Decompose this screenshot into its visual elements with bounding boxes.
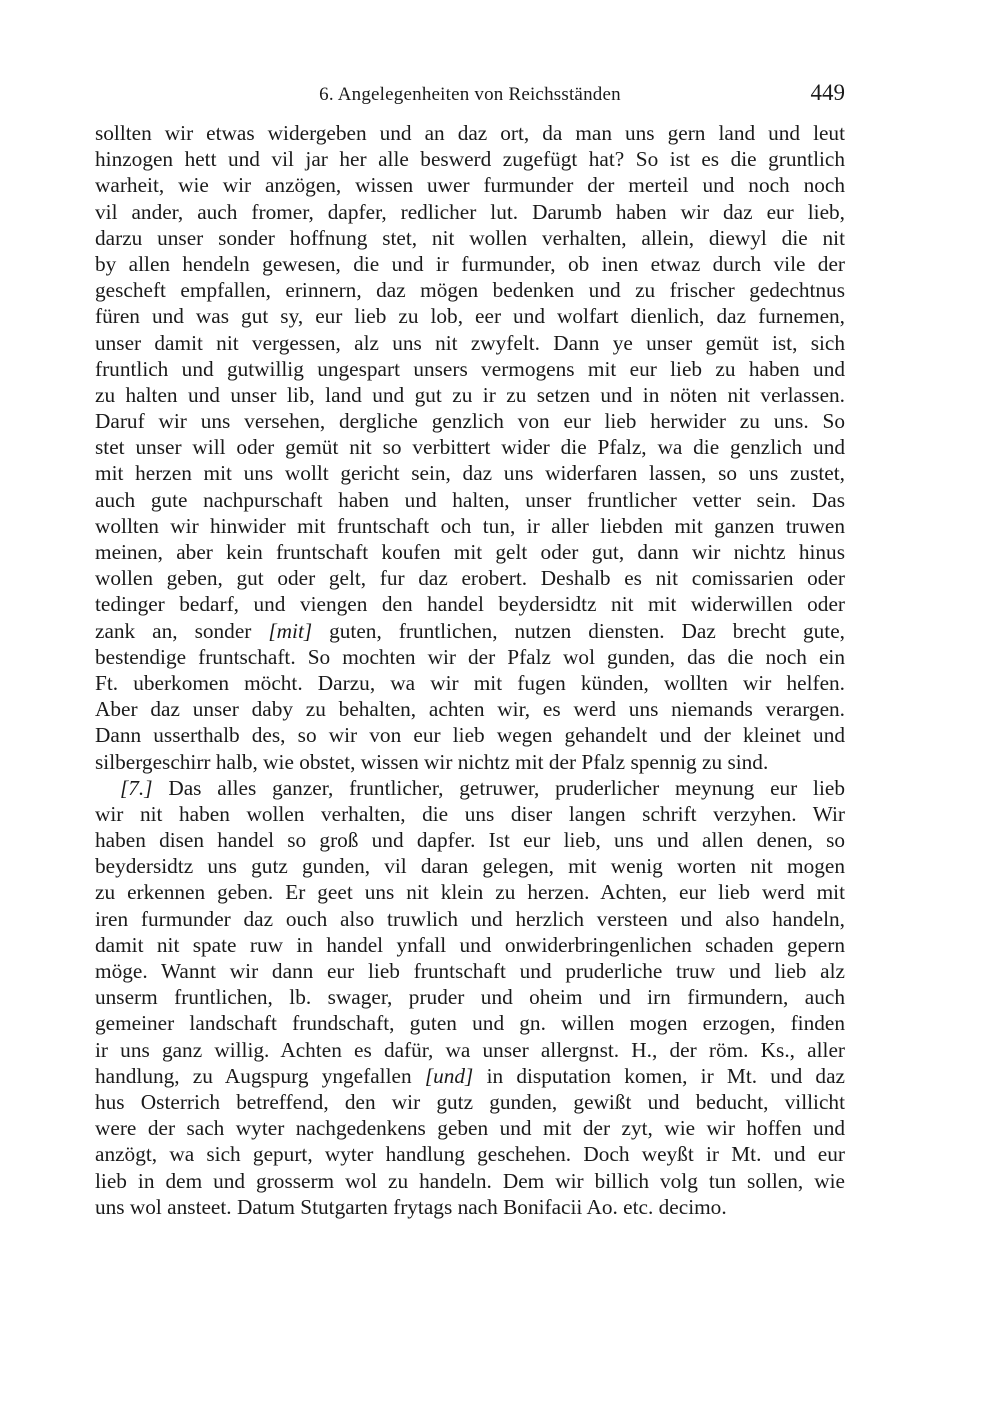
text-line xyxy=(95,591,845,617)
text-line xyxy=(95,906,845,932)
text-segment: wollen geben, gut oder gelt, fur daz erobert. Deshalb es nit comissarien oder xyxy=(95,566,845,591)
text-line xyxy=(95,879,845,905)
text-segment: lieb in dem und grosserm wol zu handeln. Dem wir billich volg tun sollen, wie xyxy=(95,1168,845,1193)
text-line xyxy=(95,1010,845,1036)
text-line xyxy=(95,696,845,722)
text-line xyxy=(95,1089,845,1115)
text-segment: darzu unser sonder hoffnung stet, nit wollen verhalten, allein, diewyl die nit xyxy=(95,225,845,250)
text-segment: bestendige fruntschaft. So mochten wir der Pfalz wol gunden, das die noch ein xyxy=(95,644,845,669)
text-segment: auch gute nachpurschaft haben und halten, unser fruntlicher vetter sein. Das xyxy=(95,487,845,512)
text-segment: sollten wir etwas widergeben und an daz ort, da man uns gern land und leut xyxy=(95,121,845,145)
text-segment: warheit, wie wir anzögen, wissen uwer furmunder der merteil und noch noch xyxy=(95,173,845,198)
text-line xyxy=(95,225,845,251)
text-line xyxy=(95,722,845,748)
text-segment: were der sach wyter nachgedenkens geben und mit der zyt, wie wir hoffen und xyxy=(95,1116,845,1141)
text-line xyxy=(95,330,845,356)
text-segment: vil ander, auch fromer, dapfer, redlicher lut. Darumb haben wir daz eur lieb, xyxy=(95,199,845,224)
text-segment: unser damit nit vergessen, alz uns nit zwyfelt. Dann ye unser gemüt ist, sich xyxy=(95,330,845,355)
text-line xyxy=(95,356,845,382)
body-text xyxy=(95,120,845,1220)
text-line xyxy=(95,539,845,565)
text-line xyxy=(95,434,845,460)
text-segment: ir uns ganz willig. Achten es dafür, wa unser allergnst. H., der röm. Ks., aller xyxy=(95,1037,845,1062)
text-segment: hinzogen hett und vil jar her alle beswerd zugefügt hat? So ist es die gruntlich xyxy=(95,147,845,172)
text-segment: Das alles ganzer, fruntlicher, getruwer, pruderlicher meynung eur lieb xyxy=(152,775,845,800)
text-line xyxy=(95,670,845,696)
text-line xyxy=(95,775,845,801)
paragraph-1 xyxy=(95,120,845,775)
paragraph-2 xyxy=(95,775,845,1220)
text-line xyxy=(95,565,845,591)
text-line xyxy=(95,618,845,644)
text-segment: by allen hendeln gewesen, die und ir furmunder, ob inen etwaz durch vile der xyxy=(95,251,845,276)
text-segment: möge. Wannt wir dann eur lieb fruntschaft und pruderliche truw und lieb alz xyxy=(95,959,845,983)
text-segment: Dann usserthalb des, so wir von eur lieb wegen gehandelt und der kleinet und xyxy=(95,723,845,748)
text-segment: anzögt, wa sich gepurt, wyter handlung geschehen. Doch weyßt ir Mt. und eur xyxy=(95,1142,845,1167)
text-line xyxy=(95,513,845,539)
text-line xyxy=(95,1168,845,1194)
text-segment: handlung, zu Augspurg yngefallen xyxy=(95,1063,425,1088)
text-segment: in disputation komen, ir Mt. und daz xyxy=(473,1063,845,1088)
text-line xyxy=(95,644,845,670)
editorial-insertion: [7.] xyxy=(120,775,153,800)
text-line xyxy=(95,749,845,775)
text-segment: wollten wir hinwider mit fruntschaft och tun, ir aller liebden mit ganzen truwen xyxy=(95,513,845,538)
text-segment: unserm fruntlichen, lb. swager, pruder und oheim und irn firmundern, auch xyxy=(95,985,845,1010)
text-segment: zank an, sonder xyxy=(95,618,269,643)
text-line xyxy=(95,120,845,146)
text-segment: guten, fruntlichen, nutzen diensten. Daz brecht gute, xyxy=(312,618,845,643)
text-line xyxy=(95,853,845,879)
text-segment: beydersidtz uns gutz gunden, vil daran gelegen, mit wenig worten nit mogen xyxy=(95,854,845,879)
text-line xyxy=(95,303,845,329)
text-line xyxy=(95,460,845,486)
text-segment: fruntlich und gutwillig ungespart unsers vermogens mit eur lieb zu haben und xyxy=(95,356,845,381)
text-segment: uns wol ansteet. Datum Stutgarten frytags nach Bonifacii Ao. etc. decimo. xyxy=(95,1194,727,1219)
text-line xyxy=(95,277,845,303)
text-line xyxy=(95,1063,845,1089)
text-segment: damit nit spate ruw in handel ynfall und onwiderbringenlichen schaden gepern xyxy=(95,932,845,957)
text-segment: zu halten und unser lib, land und gut zu ir zu setzen und in nöten nit verlassen. xyxy=(95,382,845,407)
text-segment: haben disen handel so groß und dapfer. Ist eur lieb, uns und allen denen, so xyxy=(95,828,845,853)
text-segment: gescheft empfallen, erinnern, daz mögen bedenken und zu frischer gedechtnus xyxy=(95,278,845,303)
page-number: 449 xyxy=(810,80,845,105)
text-line xyxy=(95,1141,845,1167)
text-segment: stet unser will oder gemüt nit so verbittert wider die Pfalz, wa die genzlich und xyxy=(95,435,845,460)
chapter-title: 6. Angelegenheiten von Reichsständen xyxy=(319,84,621,105)
text-line xyxy=(95,827,845,853)
text-segment: hus Osterrich betreffend, den wir gutz gunden, gewißt und beducht, villicht xyxy=(95,1089,845,1114)
text-line xyxy=(95,958,845,984)
text-segment: wir nit haben wollen verhalten, die uns diser langen schrift verzyhen. Wir xyxy=(95,801,845,826)
text-line xyxy=(95,382,845,408)
editorial-insertion: [und] xyxy=(424,1063,474,1088)
editorial-insertion: [mit] xyxy=(268,618,313,643)
text-segment: meinen, aber kein fruntschaft koufen mit gelt oder gut, dann wir nichtz hinus xyxy=(95,540,845,564)
text-line xyxy=(95,984,845,1010)
text-line xyxy=(95,199,845,225)
text-segment: tedinger bedarf, und viengen den handel beydersidtz nit mit widerwillen oder xyxy=(95,592,845,617)
text-line xyxy=(95,408,845,434)
running-header xyxy=(95,80,845,110)
text-segment: füren und was gut sy, eur lieb zu lob, eer und wolfart dienlich, daz furnemen, xyxy=(95,304,845,329)
text-segment: gemeiner landschaft frundschaft, guten und gn. willen mogen erzogen, finden xyxy=(95,1011,845,1036)
text-line xyxy=(95,251,845,277)
text-segment: silbergeschirr halb, wie obstet, wissen wir nichtz mit der Pfalz spennig zu sind. xyxy=(95,749,769,774)
text-line xyxy=(95,172,845,198)
text-segment: Aber daz unser daby zu behalten, achten wir, es werd uns niemands verargen. xyxy=(95,697,845,722)
text-line xyxy=(95,1194,845,1220)
text-line xyxy=(95,801,845,827)
text-segment: zu erkennen geben. Er geet uns nit klein zu herzen. Achten, eur lieb werd mit xyxy=(95,880,845,905)
text-line xyxy=(95,932,845,958)
text-segment: iren furmunder daz ouch also truwlich und herzlich versteen und also handeln, xyxy=(95,906,845,931)
text-segment: mit herzen mit uns wollt gericht sein, daz uns widerfaren lassen, so uns zustet, xyxy=(95,461,845,486)
text-line xyxy=(95,1037,845,1063)
text-line xyxy=(95,1115,845,1141)
text-segment: Daruf wir uns versehen, dergliche genzlich von eur lieb herwider zu uns. So xyxy=(95,409,845,434)
text-line xyxy=(95,146,845,172)
text-line xyxy=(95,487,845,513)
text-segment: Ft. uberkomen möcht. Darzu, wa wir mit fugen künden, wollten wir helfen. xyxy=(95,670,845,695)
